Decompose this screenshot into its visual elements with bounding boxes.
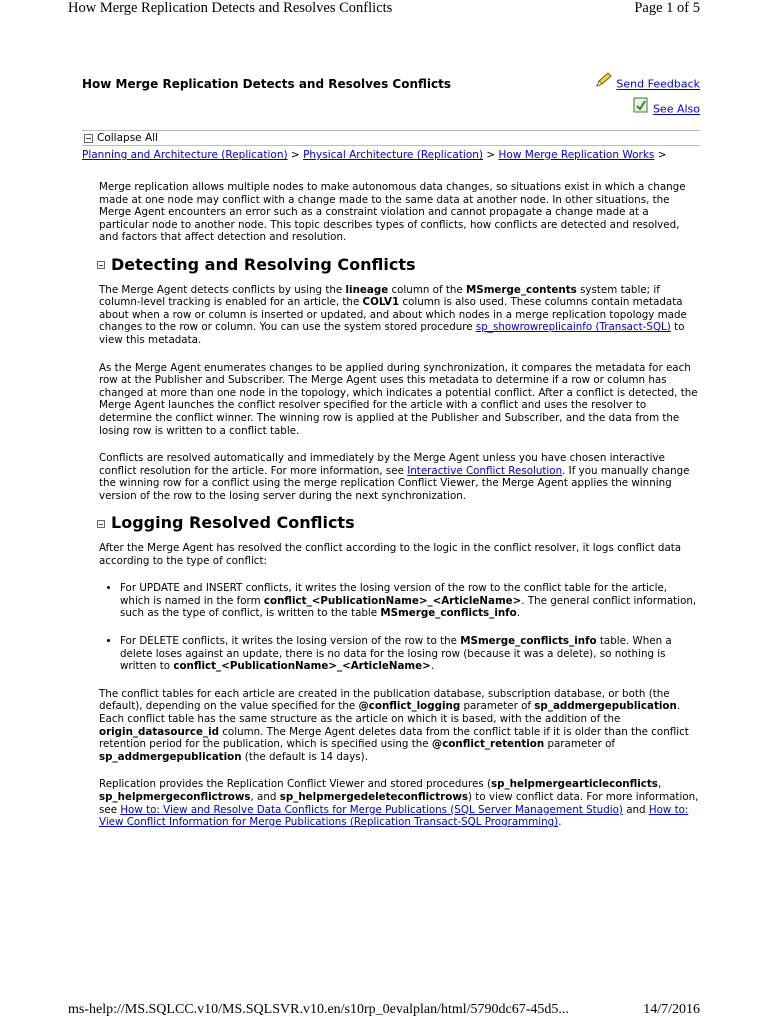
paragraph: Replication provides the Replication Conflict Viewer and stored procedures (sp_helpmergearticleconflicts, sp_helpmergeconflictrows, and sp_helpmergedeleteconflictrows) to view conflict data. For more information, see How to: View and Resolve Data Conflicts for Merge Publications (SQL Server Management Studio) and How to: View Conflict Information for Merge Publications (Replication Transact-SQL Programming). bbox=[99, 778, 699, 829]
list-item: • For UPDATE and INSERT conflicts, it writes the losing version of the row to the conflict table for the article, which is named in the form conflict_<PublicationName>_<ArticleName>. The general conflict information, such as the type of conflict, is written to the table MSmerge_conflicts_info. bbox=[120, 582, 700, 620]
view-resolve-conflicts-link[interactable]: How to: View and Resolve Data Conflicts for Merge Publications (SQL Server Management Studio) bbox=[120, 803, 623, 816]
breadcrumb-link-planning[interactable]: Planning and Architecture (Replication) bbox=[82, 149, 288, 161]
see-also-link[interactable]: See Also bbox=[652, 102, 700, 116]
conflict-type-list bbox=[99, 582, 700, 673]
section-title: Logging Resolved Conflicts bbox=[111, 513, 355, 533]
see-also-row bbox=[595, 97, 700, 122]
collapse-icon[interactable] bbox=[97, 520, 105, 528]
section-title: Detecting and Resolving Conflicts bbox=[111, 254, 416, 274]
footer-url: ms-help://MS.SQLCC.v10/MS.SQLSVR.v10.en/s10rp_0evalplan/html/5790dc67-45d5... bbox=[68, 1002, 569, 1017]
section-heading-detecting[interactable] bbox=[97, 254, 700, 274]
intro-paragraph: Merge replication allows multiple nodes to make autonomous data changes, so situations exist in which a change made at one node may conflict with a change made to the same data at another node. In other situations, the Merge Agent encounters an error such as a constraint violation and cannot propagate a change made at a particular node to another node. This topic describes types of conflicts, how conflicts are detected and resolved, and factors that affect detection and resolution. bbox=[99, 181, 686, 244]
print-header bbox=[68, 0, 700, 20]
paragraph: Conflicts are resolved automatically and immediately by the Merge Agent unless you have chosen interactive conflict resolution for the article. For more information, see Interactive Conflict Resolution. If you manually change the winning row for a conflict using the merge replication Conflict Viewer, the Merge Agent applies the winning version of the row to the losing server during the next synchronization. bbox=[99, 452, 690, 502]
footer-date: 14/7/2016 bbox=[643, 1002, 700, 1017]
collapse-icon[interactable] bbox=[84, 134, 93, 143]
sp-showrowreplicainfo-link[interactable]: sp_showrowreplicainfo (Transact-SQL) bbox=[475, 321, 671, 334]
breadcrumb-link-physical[interactable]: Physical Architecture (Replication) bbox=[303, 149, 484, 161]
side-links bbox=[595, 72, 700, 122]
breadcrumb-sep: > bbox=[483, 149, 499, 161]
see-also-icon bbox=[633, 97, 649, 122]
paragraph: The Merge Agent detects conflicts by using the lineage column of the MSmerge_contents system table; if column-level tracking is enabled for an article, the COLV1 column is also used. These columns contain metadata about when a row or column is inserted or updated, and about which nodes in a merge replication topology made changes to the row or column. You can use the system stored procedure sp_showrowreplicainfo (Transact-SQL) to view this metadata. bbox=[99, 283, 687, 346]
content bbox=[99, 181, 700, 829]
paragraph: As the Merge Agent enumerates changes to be applied during synchronization, it compares the metadata for each row at the Publisher and Subscriber. The Merge Agent uses this metadata to determine if a row or column has changed at more than one node in the topology, which indicates a potential conflict. After a conflict is detected, the Merge Agent launches the conflict resolver specified for the article with a conflict and uses the resolver to determine the conflict winner. The winning row is applied at the Publisher and Subscriber, and the data from the losing row is written to a conflict table. bbox=[99, 361, 698, 437]
page-number: Page 1 of 5 bbox=[634, 0, 700, 16]
send-feedback-link[interactable]: Send Feedback bbox=[616, 77, 700, 91]
breadcrumb-link-merge-works[interactable]: How Merge Replication Works bbox=[498, 149, 655, 161]
breadcrumb-sep: > bbox=[654, 149, 667, 161]
collapse-all-bar[interactable] bbox=[82, 130, 700, 146]
paragraph: The conflict tables for each article are created in the publication database, subscription database, or both (the default), depending on the value specified for the @conflict_logging parameter of sp_addmergepublication. Each conflict table has the same structure as the article on which it is based, with the addition of the origin_datasource_id column. The Merge Agent deletes data from the conflict table if it is older than the conflict retention period for the publication, which is specified using the @conflict_retention parameter of sp_addmergepublication (the default is 14 days). bbox=[99, 687, 689, 763]
breadcrumb bbox=[82, 149, 700, 161]
breadcrumb-sep: > bbox=[287, 149, 304, 161]
pencil-icon bbox=[595, 72, 613, 97]
collapse-icon[interactable] bbox=[97, 261, 105, 269]
document-page bbox=[82, 72, 700, 844]
print-header-title: How Merge Replication Detects and Resolves Conflicts bbox=[68, 0, 393, 16]
print-footer bbox=[68, 1002, 700, 1024]
interactive-conflict-resolution-link[interactable]: Interactive Conflict Resolution bbox=[407, 464, 563, 477]
title-row bbox=[82, 72, 700, 122]
page-title: How Merge Replication Detects and Resolves Conflicts bbox=[82, 77, 451, 91]
section-heading-logging[interactable] bbox=[97, 513, 700, 533]
send-feedback-row bbox=[595, 72, 700, 97]
list-item: • For DELETE conflicts, it writes the losing version of the row to the MSmerge_conflicts_info table. When a delete loses against an update, there is no data for the losing row (because it was a delete), so nothing is written to conflict_<PublicationName>_<ArticleName>. bbox=[120, 635, 700, 673]
paragraph: After the Merge Agent has resolved the conflict according to the logic in the conflict resolver, it logs conflict data according to the type of conflict: bbox=[99, 542, 682, 567]
collapse-all-label[interactable]: Collapse All bbox=[97, 132, 158, 144]
view-conflict-info-link[interactable]: How to: View Conflict Information for Merge Publications (Replication Transact-SQL Programming) bbox=[99, 803, 689, 829]
